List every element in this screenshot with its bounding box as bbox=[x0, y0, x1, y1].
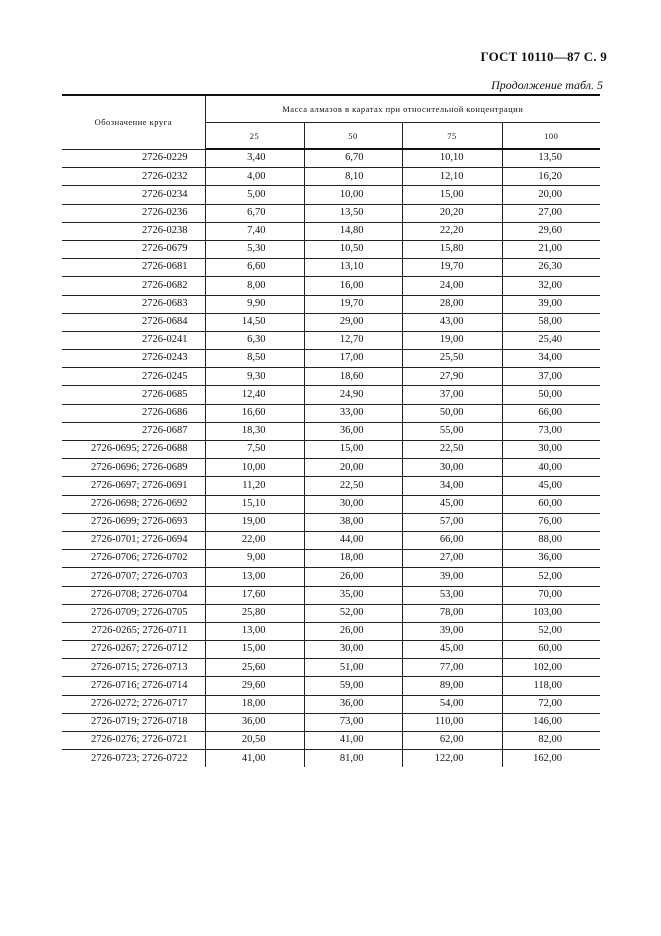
mass-value-cell: 62,00 bbox=[402, 732, 502, 750]
wheel-designation-cell: 2726-0276; 2726-0721 bbox=[62, 732, 205, 750]
table-row bbox=[62, 513, 600, 531]
wheel-designation-cell: 2726-0723; 2726-0722 bbox=[90, 752, 188, 764]
mass-value-cell: 55,00 bbox=[402, 422, 502, 440]
mass-value-cell: 6,60 bbox=[205, 259, 304, 277]
wheel-designation-cell: 2726-0234 bbox=[62, 186, 205, 204]
mass-value-cell: 73,00 bbox=[502, 422, 600, 440]
mass-value-cell: 16,00 bbox=[304, 277, 402, 295]
wheel-designation-cell: 2726-0685 bbox=[62, 386, 205, 404]
mass-value-cell: 15,80 bbox=[402, 240, 502, 258]
mass-value-cell: 16,60 bbox=[205, 404, 304, 422]
wheel-designation-cell: 2726-0683 bbox=[62, 295, 205, 313]
mass-value-cell: 25,60 bbox=[205, 659, 304, 677]
mass-value-cell: 27,00 bbox=[502, 204, 600, 222]
mass-value-cell: 25,50 bbox=[402, 350, 502, 368]
mass-value-cell: 6,70 bbox=[205, 204, 304, 222]
wheel-designation-cell: 2726-0696; 2726-0689 bbox=[62, 459, 205, 477]
wheel-designation-cell: 2726-0684 bbox=[62, 313, 205, 331]
table-row bbox=[62, 441, 600, 459]
table-row bbox=[62, 422, 600, 440]
mass-value-cell: 11,20 bbox=[205, 477, 304, 495]
table-row bbox=[62, 222, 600, 240]
mass-value-cell: 53,00 bbox=[402, 586, 502, 604]
wheel-designation-cell: 2726-0241 bbox=[62, 331, 205, 349]
mass-value-cell: 34,00 bbox=[402, 477, 502, 495]
mass-value-cell: 10,00 bbox=[205, 459, 304, 477]
wheel-designation-cell: 2726-0229 bbox=[62, 149, 205, 168]
mass-value-cell: 40,00 bbox=[502, 459, 600, 477]
mass-value-cell: 52,00 bbox=[502, 568, 600, 586]
mass-value-cell: 7,50 bbox=[205, 441, 304, 459]
mass-value-cell: 15,00 bbox=[304, 441, 402, 459]
mass-value-cell: 82,00 bbox=[502, 732, 600, 750]
mass-value-cell: 30,00 bbox=[304, 641, 402, 659]
diamond-mass-table bbox=[62, 94, 600, 767]
mass-value-cell: 26,00 bbox=[304, 568, 402, 586]
table-row bbox=[62, 695, 600, 713]
mass-value-cell: 17,00 bbox=[304, 350, 402, 368]
header-row-group bbox=[62, 95, 600, 123]
mass-value-cell: 9,90 bbox=[205, 295, 304, 313]
table-row bbox=[62, 350, 600, 368]
mass-value-cell: 57,00 bbox=[402, 513, 502, 531]
wheel-designation-cell: 2726-0706; 2726-0702 bbox=[62, 550, 205, 568]
table-row bbox=[62, 240, 600, 258]
mass-value-cell: 52,00 bbox=[304, 604, 402, 622]
mass-value-cell: 35,00 bbox=[304, 586, 402, 604]
mass-value-cell: 22,20 bbox=[402, 222, 502, 240]
mass-value-cell: 60,00 bbox=[502, 641, 600, 659]
mass-value-cell: 78,00 bbox=[402, 604, 502, 622]
wheel-designation-cell: 2726-0715; 2726-0713 bbox=[62, 659, 205, 677]
wheel-designation-cell: 2726-0236 bbox=[62, 204, 205, 222]
mass-value-cell: 10,00 bbox=[304, 186, 402, 204]
table-row bbox=[62, 149, 600, 168]
mass-value-cell: 34,00 bbox=[502, 350, 600, 368]
concentration-group-header: Масса алмазов в каратах при относительной концентрации bbox=[205, 95, 600, 123]
mass-value-cell: 102,00 bbox=[502, 659, 600, 677]
table-body bbox=[62, 149, 600, 767]
mass-value-cell: 26,00 bbox=[304, 622, 402, 640]
mass-value-cell: 29,00 bbox=[304, 313, 402, 331]
mass-value-cell: 14,80 bbox=[304, 222, 402, 240]
table-row bbox=[62, 641, 600, 659]
table-row bbox=[62, 677, 600, 695]
wheel-designation-cell: 2726-0708; 2726-0704 bbox=[62, 586, 205, 604]
mass-value-cell: 59,00 bbox=[304, 677, 402, 695]
table-row bbox=[62, 568, 600, 586]
wheel-designation-cell: 2726-0719; 2726-0718 bbox=[62, 713, 205, 731]
mass-value-cell: 3,40 bbox=[205, 149, 304, 168]
mass-value-cell: 44,00 bbox=[304, 531, 402, 549]
mass-value-cell: 17,60 bbox=[205, 586, 304, 604]
table-row bbox=[62, 404, 600, 422]
mass-value-cell: 14,50 bbox=[205, 313, 304, 331]
mass-value-cell: 20,00 bbox=[304, 459, 402, 477]
mass-value-cell: 110,00 bbox=[402, 713, 502, 731]
mass-value-cell: 18,30 bbox=[205, 422, 304, 440]
table-row bbox=[62, 186, 600, 204]
mass-value-cell: 20,20 bbox=[402, 204, 502, 222]
table-row bbox=[62, 713, 600, 731]
mass-value-cell: 16,20 bbox=[502, 168, 600, 186]
mass-value-cell: 9,30 bbox=[205, 368, 304, 386]
mass-value-cell: 19,00 bbox=[205, 513, 304, 531]
mass-value-cell: 43,00 bbox=[402, 313, 502, 331]
mass-value-cell: 19,00 bbox=[402, 331, 502, 349]
mass-value-cell: 6,70 bbox=[304, 149, 402, 168]
table-row bbox=[62, 313, 600, 331]
document-reference: ГОСТ 10110—87 С. 9 bbox=[480, 49, 607, 64]
mass-value-cell: 5,00 bbox=[205, 186, 304, 204]
table-row bbox=[62, 368, 600, 386]
mass-value-cell: 13,10 bbox=[304, 259, 402, 277]
mass-value-cell: 37,00 bbox=[502, 368, 600, 386]
mass-value-cell: 36,00 bbox=[205, 713, 304, 731]
mass-value-cell: 88,00 bbox=[502, 531, 600, 549]
mass-value-cell: 15,00 bbox=[205, 641, 304, 659]
mass-value-cell: 12,40 bbox=[205, 386, 304, 404]
mass-value-cell: 13,50 bbox=[304, 204, 402, 222]
table-row bbox=[62, 277, 600, 295]
concentration-header: 50 bbox=[304, 123, 402, 150]
mass-value-cell: 20,50 bbox=[205, 732, 304, 750]
table-row bbox=[62, 659, 600, 677]
concentration-header: 25 bbox=[205, 123, 304, 150]
wheel-designation-cell: 2726-0245 bbox=[62, 368, 205, 386]
mass-value-cell: 45,00 bbox=[402, 495, 502, 513]
mass-value-cell: 58,00 bbox=[502, 313, 600, 331]
table-row bbox=[62, 477, 600, 495]
mass-value-cell: 21,00 bbox=[502, 240, 600, 258]
table-row bbox=[62, 622, 600, 640]
mass-value-cell: 24,00 bbox=[402, 277, 502, 295]
mass-value-cell: 29,60 bbox=[205, 677, 304, 695]
table-row bbox=[62, 168, 600, 186]
wheel-designation-cell: 2726-0272; 2726-0717 bbox=[62, 695, 205, 713]
table-row bbox=[62, 750, 600, 768]
mass-value-cell: 32,00 bbox=[502, 277, 600, 295]
wheel-designation-cell: 2726-0267; 2726-0712 bbox=[62, 641, 205, 659]
mass-value-cell: 4,00 bbox=[205, 168, 304, 186]
wheel-designation-cell: 2726-0716; 2726-0714 bbox=[62, 677, 205, 695]
mass-value-cell: 51,00 bbox=[304, 659, 402, 677]
wheel-designation-cell: 2726-0682 bbox=[62, 277, 205, 295]
table-row bbox=[62, 331, 600, 349]
mass-value-cell: 28,00 bbox=[402, 295, 502, 313]
mass-value-cell: 27,00 bbox=[402, 550, 502, 568]
designation-column-header: Обозначение круга bbox=[62, 95, 205, 149]
mass-value-cell: 36,00 bbox=[304, 422, 402, 440]
mass-value-cell: 39,00 bbox=[502, 295, 600, 313]
mass-value-cell: 41,00 bbox=[304, 732, 402, 750]
concentration-header: 100 bbox=[502, 123, 600, 150]
mass-value-cell: 24,90 bbox=[304, 386, 402, 404]
wheel-designation-cell: 2726-0265; 2726-0711 bbox=[62, 622, 205, 640]
mass-value-cell: 13,00 bbox=[205, 622, 304, 640]
mass-value-cell: 22,50 bbox=[304, 477, 402, 495]
mass-value-cell: 162,00 bbox=[502, 750, 600, 768]
mass-value-cell: 122,00 bbox=[402, 750, 502, 768]
table-row bbox=[62, 459, 600, 477]
mass-value-cell: 12,70 bbox=[304, 331, 402, 349]
mass-value-cell: 6,30 bbox=[205, 331, 304, 349]
mass-value-cell: 39,00 bbox=[402, 622, 502, 640]
mass-value-cell: 15,00 bbox=[402, 186, 502, 204]
table-row bbox=[62, 604, 600, 622]
mass-value-cell: 81,00 bbox=[304, 750, 402, 768]
table-row bbox=[62, 386, 600, 404]
wheel-designation-cell: 2726-0699; 2726-0693 bbox=[62, 513, 205, 531]
mass-value-cell: 60,00 bbox=[502, 495, 600, 513]
mass-value-cell: 33,00 bbox=[304, 404, 402, 422]
mass-value-cell: 29,60 bbox=[502, 222, 600, 240]
mass-value-cell: 7,40 bbox=[205, 222, 304, 240]
mass-value-cell: 39,00 bbox=[402, 568, 502, 586]
wheel-designation-cell: 2726-0687 bbox=[62, 422, 205, 440]
mass-value-cell: 8,00 bbox=[205, 277, 304, 295]
mass-value-cell: 18,00 bbox=[205, 695, 304, 713]
wheel-designation-cell: 2726-0698; 2726-0692 bbox=[62, 495, 205, 513]
wheel-designation-cell: 2726-0679 bbox=[62, 240, 205, 258]
mass-value-cell: 30,00 bbox=[502, 441, 600, 459]
mass-value-cell: 36,00 bbox=[304, 695, 402, 713]
table-row bbox=[62, 531, 600, 549]
mass-value-cell: 54,00 bbox=[402, 695, 502, 713]
wheel-designation-cell: 2726-0709; 2726-0705 bbox=[62, 604, 205, 622]
wheel-designation-cell: 2726-0701; 2726-0694 bbox=[62, 531, 205, 549]
mass-value-cell: 13,00 bbox=[205, 568, 304, 586]
mass-value-cell: 10,10 bbox=[402, 149, 502, 168]
mass-value-cell: 30,00 bbox=[304, 495, 402, 513]
wheel-designation-cell: 2726-0695; 2726-0688 bbox=[62, 441, 205, 459]
wheel-designation-cell: 2726-0243 bbox=[62, 350, 205, 368]
wheel-designation-cell: 2726-0238 bbox=[62, 222, 205, 240]
mass-value-cell: 13,50 bbox=[502, 149, 600, 168]
mass-value-cell: 89,00 bbox=[402, 677, 502, 695]
mass-value-cell: 38,00 bbox=[304, 513, 402, 531]
mass-value-cell: 103,00 bbox=[502, 604, 600, 622]
table-row bbox=[62, 204, 600, 222]
mass-value-cell: 66,00 bbox=[402, 531, 502, 549]
mass-value-cell: 10,50 bbox=[304, 240, 402, 258]
mass-value-cell: 76,00 bbox=[502, 513, 600, 531]
mass-value-cell: 8,50 bbox=[205, 350, 304, 368]
mass-value-cell: 77,00 bbox=[402, 659, 502, 677]
mass-value-cell: 30,00 bbox=[402, 459, 502, 477]
mass-value-cell: 45,00 bbox=[402, 641, 502, 659]
wheel-designation-cell: 2726-0707; 2726-0703 bbox=[62, 568, 205, 586]
mass-value-cell: 9,00 bbox=[205, 550, 304, 568]
mass-value-cell: 5,30 bbox=[205, 240, 304, 258]
mass-value-cell: 26,30 bbox=[502, 259, 600, 277]
mass-value-cell: 25,40 bbox=[502, 331, 600, 349]
wheel-designation-cell: 2726-0686 bbox=[62, 404, 205, 422]
mass-value-cell: 20,00 bbox=[502, 186, 600, 204]
table-row bbox=[62, 259, 600, 277]
mass-value-cell: 146,00 bbox=[502, 713, 600, 731]
table-row bbox=[62, 550, 600, 568]
table-continuation-caption: Продолжение табл. 5 bbox=[491, 78, 603, 92]
table-row bbox=[62, 495, 600, 513]
mass-value-cell: 15,10 bbox=[205, 495, 304, 513]
mass-value-cell: 41,00 bbox=[205, 750, 304, 768]
concentration-header: 75 bbox=[402, 123, 502, 150]
mass-value-cell: 19,70 bbox=[304, 295, 402, 313]
table-row bbox=[62, 586, 600, 604]
mass-value-cell: 50,00 bbox=[502, 386, 600, 404]
mass-value-cell: 50,00 bbox=[402, 404, 502, 422]
wheel-designation-cell: 2726-0232 bbox=[62, 168, 205, 186]
mass-value-cell: 72,00 bbox=[502, 695, 600, 713]
mass-value-cell: 73,00 bbox=[304, 713, 402, 731]
mass-value-cell: 8,10 bbox=[304, 168, 402, 186]
mass-value-cell: 12,10 bbox=[402, 168, 502, 186]
mass-value-cell: 22,50 bbox=[402, 441, 502, 459]
table-row bbox=[62, 295, 600, 313]
mass-value-cell: 70,00 bbox=[502, 586, 600, 604]
mass-value-cell: 27,90 bbox=[402, 368, 502, 386]
mass-value-cell: 25,80 bbox=[205, 604, 304, 622]
wheel-designation-cell: 2726-0697; 2726-0691 bbox=[62, 477, 205, 495]
mass-value-cell: 45,00 bbox=[502, 477, 600, 495]
mass-value-cell: 52,00 bbox=[502, 622, 600, 640]
mass-value-cell: 18,00 bbox=[304, 550, 402, 568]
wheel-designation-cell: 2726-0681 bbox=[62, 259, 205, 277]
mass-value-cell: 37,00 bbox=[402, 386, 502, 404]
mass-value-cell: 18,60 bbox=[304, 368, 402, 386]
mass-value-cell: 36,00 bbox=[502, 550, 600, 568]
mass-value-cell: 19,70 bbox=[402, 259, 502, 277]
table-row bbox=[62, 732, 600, 750]
mass-value-cell: 66,00 bbox=[502, 404, 600, 422]
mass-value-cell: 22,00 bbox=[205, 531, 304, 549]
mass-value-cell: 118,00 bbox=[502, 677, 600, 695]
